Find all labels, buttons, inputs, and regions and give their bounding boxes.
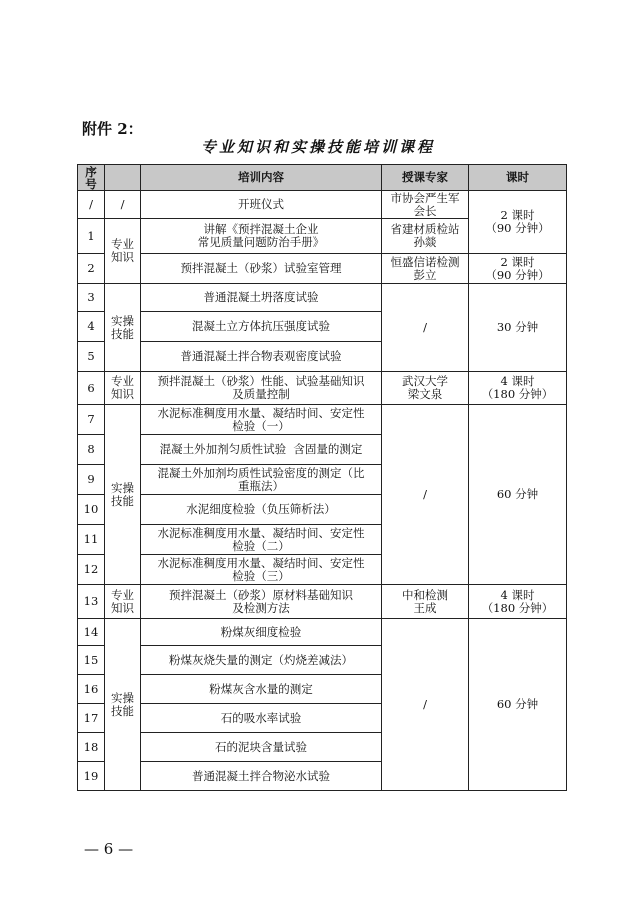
- header-seq: 序号: [78, 165, 105, 191]
- content-cell: 水泥细度检验（负压筛析法）: [141, 495, 382, 525]
- content-cell: 预拌混凝土（砂浆）试验室管理: [141, 254, 382, 284]
- expert-cell: /: [382, 284, 469, 372]
- hours-cell: 60 分钟: [469, 405, 567, 585]
- content-cell: 水泥标准稠度用水量、凝结时间、安定性 检验（三）: [141, 555, 382, 585]
- hours-cell: 4 课时 （180 分钟）: [469, 585, 567, 619]
- document-title: 专业知识和实操技能培训课程: [200, 138, 435, 156]
- table-row: [78, 254, 567, 284]
- content-cell: 普通混凝土拌合物泌水试验: [141, 762, 382, 791]
- seq-cell: 13: [78, 585, 105, 619]
- seq-cell: 12: [78, 555, 105, 585]
- seq-cell: 15: [78, 646, 105, 675]
- seq-cell: 1: [78, 219, 105, 254]
- table-row: [78, 191, 567, 219]
- content-cell: 粉煤灰细度检验: [141, 619, 382, 646]
- seq-cell: 5: [78, 342, 105, 372]
- seq-cell: /: [78, 191, 105, 219]
- hours-cell: 30 分钟: [469, 284, 567, 372]
- attachment-label: 附件 2：: [82, 120, 143, 138]
- seq-cell: 2: [78, 254, 105, 284]
- table-row: [78, 405, 567, 435]
- header-hours: 课时: [469, 165, 567, 191]
- seq-cell: 4: [78, 312, 105, 342]
- header-category: [105, 165, 141, 191]
- hours-cell: 4 课时 （180 分钟）: [469, 372, 567, 405]
- expert-cell: 武汉大学 梁文泉: [382, 372, 469, 405]
- content-cell: 水泥标准稠度用水量、凝结时间、安定性 检验（二）: [141, 525, 382, 555]
- content-cell: 混凝土立方体抗压强度试验: [141, 312, 382, 342]
- seq-cell: 18: [78, 733, 105, 762]
- content-cell: 石的泥块含量试验: [141, 733, 382, 762]
- table-header-row: [78, 165, 567, 191]
- expert-cell: /: [382, 619, 469, 791]
- category-cell: 专业 知识: [105, 219, 141, 284]
- seq-cell: 19: [78, 762, 105, 791]
- expert-cell: /: [382, 405, 469, 585]
- header-expert: 授课专家: [382, 165, 469, 191]
- content-cell: 粉煤灰烧失量的测定（灼烧差减法）: [141, 646, 382, 675]
- hours-cell: 2 课时 （90 分钟）: [469, 191, 567, 254]
- page-number: — 6 —: [84, 840, 134, 858]
- expert-cell: 省建材质检站 孙燚: [382, 219, 469, 254]
- category-cell: 实操 技能: [105, 284, 141, 372]
- content-cell: 开班仪式: [141, 191, 382, 219]
- hours-cell: 60 分钟: [469, 619, 567, 791]
- content-cell: 普通混凝土拌合物表观密度试验: [141, 342, 382, 372]
- seq-cell: 3: [78, 284, 105, 312]
- content-cell: 普通混凝土坍落度试验: [141, 284, 382, 312]
- header-content: 培训内容: [141, 165, 382, 191]
- table-row: [78, 284, 567, 312]
- content-cell: 粉煤灰含水量的测定: [141, 675, 382, 704]
- category-cell: 实操 技能: [105, 405, 141, 585]
- course-table: [77, 164, 567, 791]
- content-cell: 讲解《预拌混凝土企业 常见质量问题防治手册》: [141, 219, 382, 254]
- seq-cell: 10: [78, 495, 105, 525]
- seq-cell: 6: [78, 372, 105, 405]
- content-cell: 预拌混凝土（砂浆）原材料基础知识 及检测方法: [141, 585, 382, 619]
- content-cell: 混凝土外加剂均质性试验密度的测定（比 重瓶法）: [141, 465, 382, 495]
- content-cell: 石的吸水率试验: [141, 704, 382, 733]
- category-cell: 实操 技能: [105, 619, 141, 791]
- seq-cell: 17: [78, 704, 105, 733]
- category-cell: /: [105, 191, 141, 219]
- category-cell: 专业 知识: [105, 372, 141, 405]
- seq-cell: 9: [78, 465, 105, 495]
- seq-cell: 16: [78, 675, 105, 704]
- expert-cell: 恒盛信诺检测 彭立: [382, 254, 469, 284]
- seq-cell: 14: [78, 619, 105, 646]
- content-cell: 预拌混凝土（砂浆）性能、试验基础知识 及质量控制: [141, 372, 382, 405]
- hours-cell: 2 课时 （90 分钟）: [469, 254, 567, 284]
- table-row: [78, 372, 567, 405]
- expert-cell: 市协会严生军 会长: [382, 191, 469, 219]
- seq-cell: 8: [78, 435, 105, 465]
- content-cell: 水泥标准稠度用水量、凝结时间、安定性 检验（一）: [141, 405, 382, 435]
- seq-cell: 11: [78, 525, 105, 555]
- table-row: [78, 585, 567, 619]
- content-cell: 混凝土外加剂匀质性试验 含固量的测定: [141, 435, 382, 465]
- category-cell: 专业 知识: [105, 585, 141, 619]
- seq-cell: 7: [78, 405, 105, 435]
- table-row: [78, 619, 567, 646]
- expert-cell: 中和检测 王成: [382, 585, 469, 619]
